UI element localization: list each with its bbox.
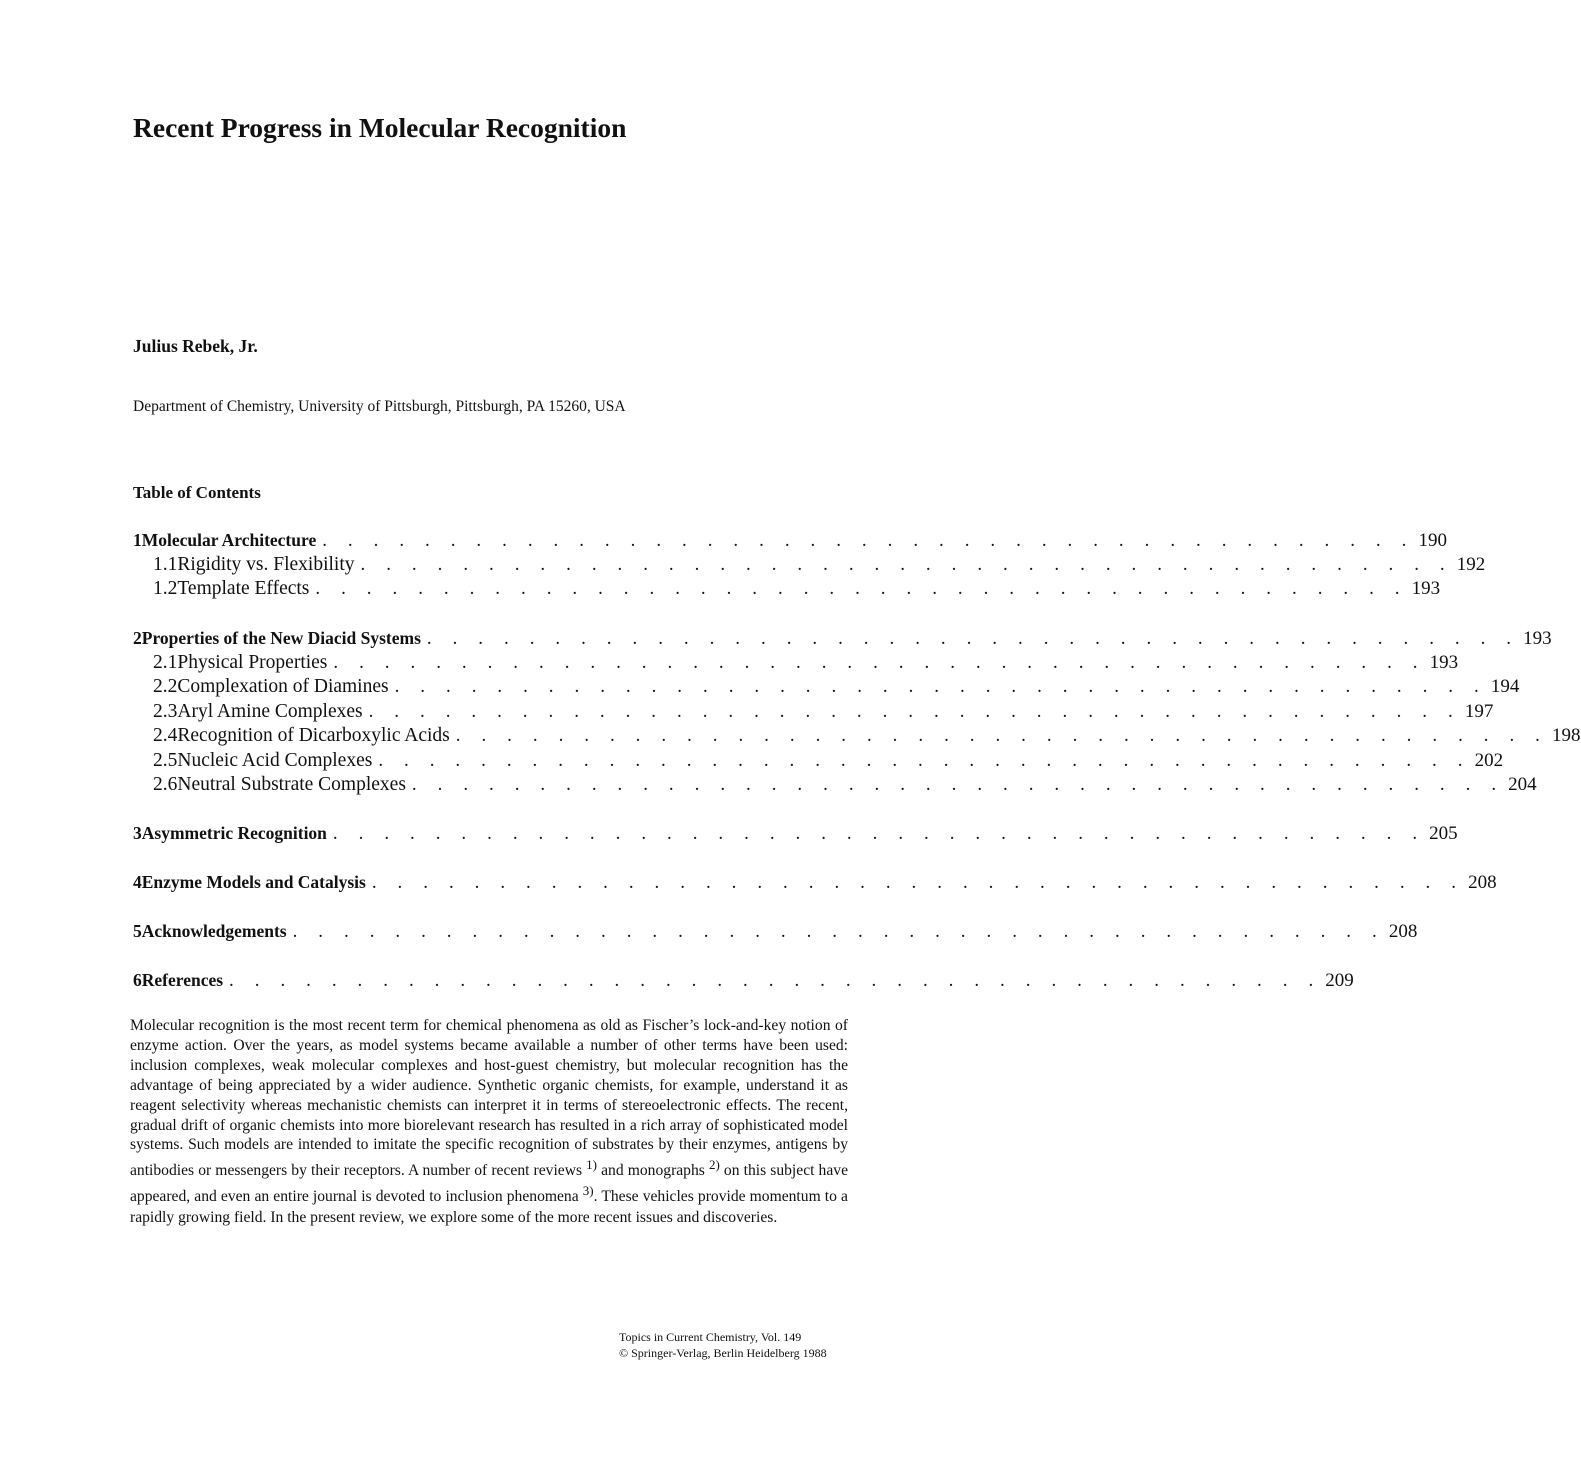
- toc-number: 2.3: [153, 701, 178, 722]
- dot-leader: . . . . . . . . . . . . . . . . . . . . . . . . . . . . . . . . . . . . . . . . . . .: [315, 578, 1408, 599]
- toc-entry-2-2[interactable]: [133, 676, 1520, 700]
- toc-entry-2-6[interactable]: [133, 774, 1537, 798]
- toc-label: Acknowledgements: [141, 921, 287, 941]
- dot-leader: . . . . . . . . . . . . . . . . . . . . . . . . . . . . . . . . . . . . . . . . . . .: [426, 628, 1520, 649]
- toc-label: References: [141, 970, 224, 990]
- abstract-text: on this subject have appeared, and even an entire journal is devoted to inclusion phenomena: [130, 1162, 848, 1206]
- toc-page: 193: [1411, 578, 1441, 599]
- publication-footer: [619, 1329, 827, 1361]
- dot-leader: . . . . . . . . . . . . . . . . . . . . . . . . . . . . . . . . . . . . . . . . . . .: [333, 652, 1426, 673]
- toc-label: Complexation of Diamines: [177, 676, 389, 697]
- toc-number: 2.6: [153, 774, 178, 795]
- toc-page: 193: [1429, 652, 1459, 673]
- paper-title: Recent Progress in Molecular Recognition: [133, 112, 627, 143]
- abstract-text: Molecular recognition is the most recent term for chemical phenomena as old as Fischer’s lock-and-key notion of enzyme action. Over the years, as model systems became available a number of other terms have been used: inclusion complexes, weak molecular complexes and host-guest chemistry, but molecular recognition has the advantage of being appreciated by a wider audience. Synthetic organic chemists, for example, understand it as reagent selectivity whereas mechanistic chemists can interpret it in terms of stereoelectronic effects. The recent, gradual drift of organic chemists into more biorelevant research has resulted in a rich array of sophisticated model systems. Such models are intended to imitate the specific recognition of substrates by their enzymes, antigens by antibodies or messengers by their receptors. A number of recent reviews: [130, 1017, 848, 1180]
- toc-entry-6[interactable]: [133, 970, 1354, 994]
- toc-label: Rigidity vs. Flexibility: [177, 554, 355, 575]
- toc-label: Neutral Substrate Complexes: [177, 774, 406, 795]
- toc-page: 193: [1523, 628, 1552, 649]
- toc-page: 198: [1552, 725, 1581, 746]
- toc-entry-3[interactable]: [133, 823, 1458, 847]
- toc-heading: Table of Contents: [133, 483, 261, 502]
- toc-label: Properties of the New Diacid Systems: [141, 628, 421, 648]
- toc-page: 205: [1429, 823, 1458, 844]
- toc-label: Recognition of Dicarboxylic Acids: [177, 725, 450, 746]
- dot-leader: . . . . . . . . . . . . . . . . . . . . . . . . . . . . . . . . . . . . . . . . . . .: [368, 701, 1461, 722]
- toc-label: Template Effects: [177, 578, 310, 599]
- reference-marker-2[interactable]: 2): [708, 1157, 720, 1173]
- dot-leader: . . . . . . . . . . . . . . . . . . . . . . . . . . . . . . . . . . . . . . . . . . .: [229, 970, 1322, 991]
- reference-marker-3[interactable]: 3): [582, 1183, 594, 1199]
- toc-number: 2.5: [153, 750, 178, 771]
- toc-label: Enzyme Models and Catalysis: [141, 872, 366, 892]
- abstract-paragraph: [130, 1016, 848, 1227]
- toc-number: 3: [133, 823, 142, 843]
- toc-entry-2-3[interactable]: [133, 701, 1494, 725]
- toc-entry-1-2[interactable]: [133, 578, 1441, 602]
- dot-leader: . . . . . . . . . . . . . . . . . . . . . . . . . . . . . . . . . . . . . . . . . . .: [332, 823, 1426, 844]
- toc-number: 2.4: [153, 725, 178, 746]
- toc-page: 204: [1508, 774, 1537, 795]
- toc-label: Asymmetric Recognition: [141, 823, 327, 843]
- toc-number: 1: [133, 530, 142, 550]
- dot-leader: . . . . . . . . . . . . . . . . . . . . . . . . . . . . . . . . . . . . . . . . . . .: [411, 774, 1505, 795]
- toc-number: 1.1: [153, 554, 178, 575]
- toc-entry-5[interactable]: [133, 921, 1418, 945]
- toc-entry-2-4[interactable]: [133, 725, 1581, 749]
- abstract-text: and monographs: [597, 1162, 709, 1180]
- toc-page: 208: [1388, 921, 1418, 942]
- toc-entry-2-5[interactable]: [133, 750, 1504, 774]
- dot-leader: . . . . . . . . . . . . . . . . . . . . . . . . . . . . . . . . . . . . . . . . . . .: [394, 676, 1487, 697]
- dot-leader: . . . . . . . . . . . . . . . . . . . . . . . . . . . . . . . . . . . . . . . . . . .: [378, 750, 1471, 771]
- toc-entry-2[interactable]: [133, 628, 1552, 652]
- toc-number: 2.2: [153, 676, 178, 697]
- toc-label: Physical Properties: [177, 652, 328, 673]
- toc-page: 209: [1325, 970, 1354, 991]
- toc-label: Aryl Amine Complexes: [177, 701, 363, 722]
- dot-leader: . . . . . . . . . . . . . . . . . . . . . . . . . . . . . . . . . . . . . . . . . . .: [322, 530, 1415, 551]
- toc-entry-1-1[interactable]: [133, 554, 1486, 578]
- author-affiliation: Department of Chemistry, University of Pittsburgh, Pittsburgh, PA 15260, USA: [133, 398, 626, 415]
- toc-page: 194: [1490, 676, 1520, 697]
- toc-entry-2-1[interactable]: [133, 652, 1459, 676]
- dot-leader: . . . . . . . . . . . . . . . . . . . . . . . . . . . . . . . . . . . . . . . . . . .: [360, 554, 1453, 575]
- toc-page: 208: [1468, 872, 1497, 893]
- abstract-text: . These vehicles provide momentum to a rapidly growing field. In the present review, we explore some of the more recent issues and discoveries.: [130, 1188, 848, 1226]
- toc-entry-4[interactable]: [133, 872, 1497, 896]
- toc-page: 190: [1418, 530, 1447, 551]
- dot-leader: . . . . . . . . . . . . . . . . . . . . . . . . . . . . . . . . . . . . . . . . . . .: [292, 921, 1385, 942]
- journal-citation: Topics in Current Chemistry, Vol. 149: [619, 1330, 802, 1344]
- author-name: Julius Rebek, Jr.: [133, 336, 258, 356]
- toc-number: 6: [133, 970, 142, 990]
- toc-number: 4: [133, 872, 142, 892]
- toc-label: Molecular Architecture: [141, 530, 317, 550]
- dot-leader: . . . . . . . . . . . . . . . . . . . . . . . . . . . . . . . . . . . . . . . . . . .: [455, 725, 1549, 746]
- copyright-notice: © Springer-Verlag, Berlin Heidelberg 1988: [619, 1346, 827, 1360]
- toc-page: 197: [1464, 701, 1494, 722]
- toc-number: 2: [133, 628, 142, 648]
- toc-number: 2.1: [153, 652, 178, 673]
- toc-number: 5: [133, 921, 142, 941]
- toc-page: 192: [1456, 554, 1486, 575]
- dot-leader: . . . . . . . . . . . . . . . . . . . . . . . . . . . . . . . . . . . . . . . . . . .: [371, 872, 1465, 893]
- toc-entry-1[interactable]: [133, 530, 1447, 554]
- toc-page: 202: [1474, 750, 1504, 771]
- reference-marker-1[interactable]: 1): [586, 1157, 598, 1173]
- toc-number: 1.2: [153, 578, 178, 599]
- toc-label: Nucleic Acid Complexes: [177, 750, 373, 771]
